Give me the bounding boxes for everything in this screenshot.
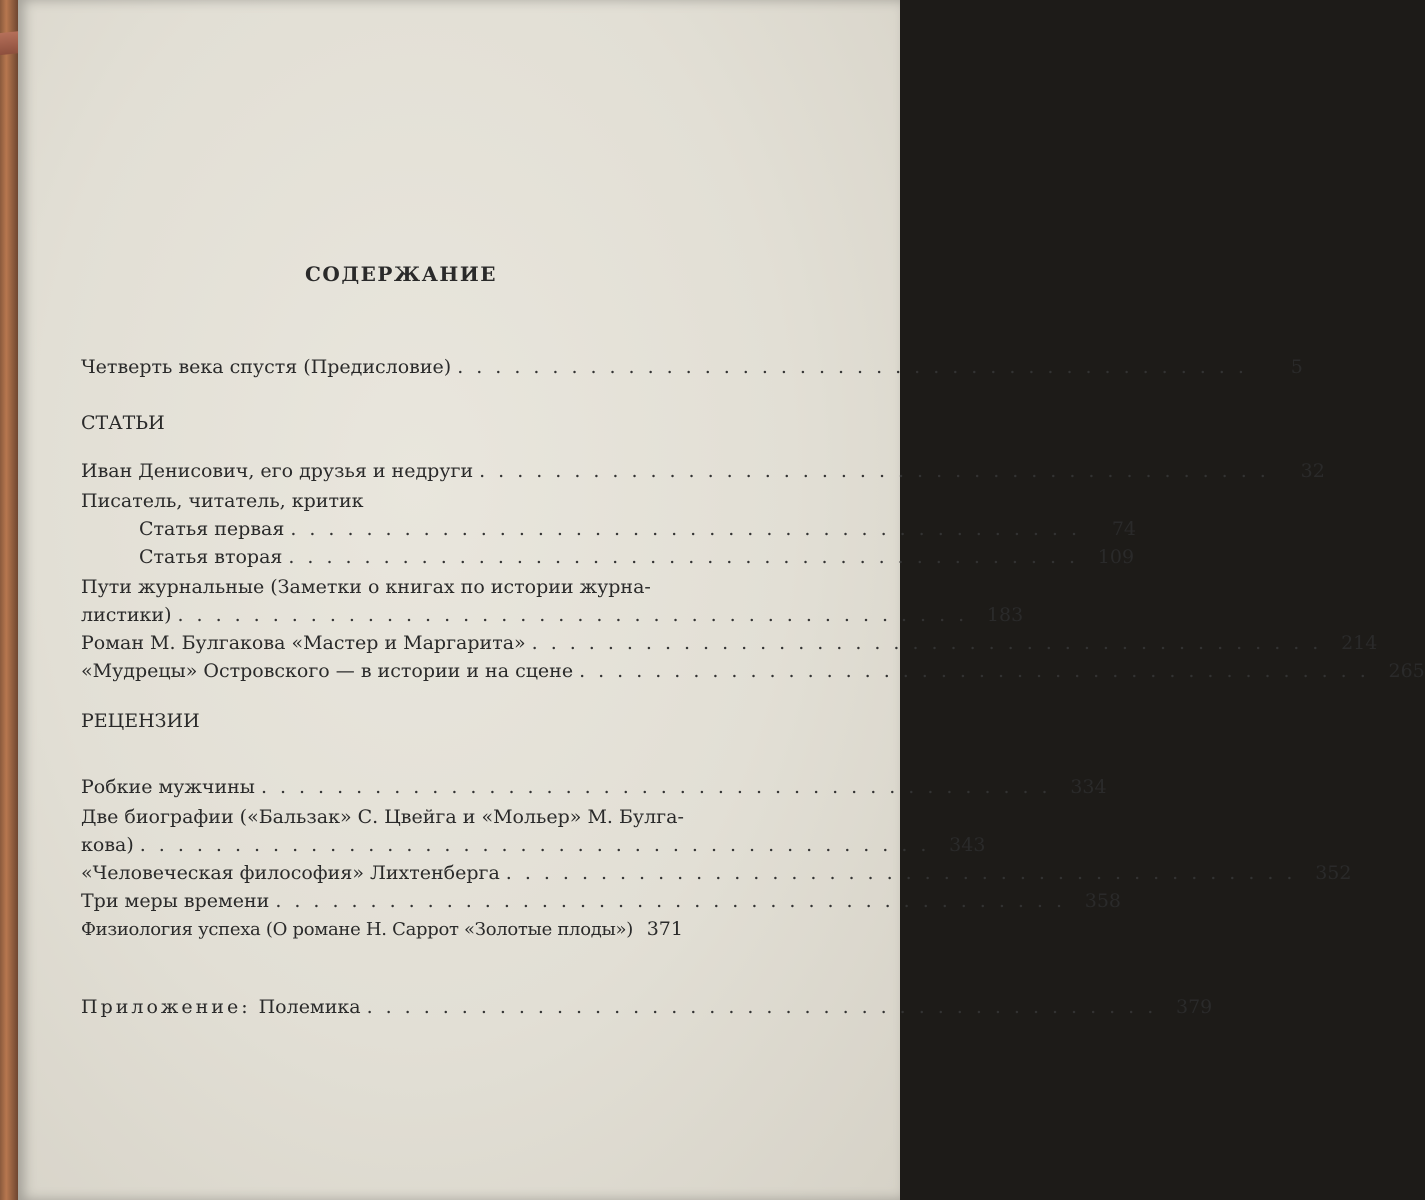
toc-page-number: 358 (1084, 890, 1122, 912)
toc-entry-group: Писатель, читатель, критик (81, 490, 364, 512)
toc-entry-text: Полемика (258, 996, 361, 1018)
leader-dots: .......................................... (531, 632, 1332, 654)
toc-entry (81, 918, 731, 944)
toc-entry-text: Роман М. Булгакова «Мастер и Маргарита» (81, 632, 526, 654)
toc-entry (81, 460, 1325, 486)
toc-page-number: 265 (1388, 660, 1425, 682)
toc-entry (81, 862, 1352, 888)
toc-entry (81, 604, 1024, 630)
toc-entry (81, 890, 1122, 916)
toc-entry-text: Робкие мужчины (81, 776, 255, 798)
toc-page-number: 109 (1097, 546, 1135, 568)
toc-entry-preface (81, 356, 1303, 382)
leader-dots: .......................................... (579, 660, 1379, 682)
leader-dots: .......................................... (290, 518, 1091, 540)
page-title: СОДЕРЖАНИЕ (305, 262, 497, 286)
toc-page-number: 5 (1290, 356, 1303, 378)
leader-dots: .......................................... (260, 776, 1061, 798)
leader-dots: .......................................... (457, 356, 1257, 378)
section-heading-reviews: РЕЦЕНЗИИ (81, 710, 200, 732)
toc-page-number: 352 (1315, 862, 1352, 884)
leader-dots: .......................................... (366, 996, 1167, 1018)
toc-entry-text: кова) (81, 834, 134, 856)
leader-dots: .......................................... (139, 834, 940, 856)
toc-entry (81, 660, 1425, 686)
toc-entry-text: Пути журнальные (Заметки о книгах по истории журна- (81, 576, 651, 598)
table-of-contents (18, 0, 1425, 1200)
toc-page-number: 379 (1175, 996, 1213, 1018)
toc-entry-text: листики) (81, 604, 172, 626)
toc-entry-text: Три меры времени (81, 890, 270, 912)
leader-dots: .......................................... (505, 862, 1306, 884)
toc-entry (81, 632, 1378, 658)
appendix-label: Приложение: (81, 996, 251, 1018)
leader-dots: .......................................... (177, 604, 978, 626)
toc-entry-text: Иван Денисович, его друзья и недруги (81, 460, 474, 482)
leader-dots: .......................................... (288, 546, 1089, 568)
toc-entry (139, 518, 1137, 544)
toc-entry-text: Статья вторая (139, 546, 283, 568)
toc-page-number: 183 (986, 604, 1024, 626)
toc-entry-text: «Мудрецы» Островского — в истории и на сцене (81, 660, 574, 682)
section-heading-articles: СТАТЬИ (81, 412, 165, 434)
leader-dots: .......................................... (479, 460, 1279, 482)
toc-entry-appendix (81, 996, 1213, 1022)
book-cover-edge (0, 0, 18, 1200)
leader-dots: .......................................... (275, 890, 1076, 912)
toc-entry-text: «Человеческая философия» Лихтенберга (81, 862, 500, 884)
book-page (18, 0, 1425, 1200)
toc-entry (81, 776, 1107, 802)
toc-page-number: 32 (1300, 460, 1325, 482)
toc-entry-text: Четверть века спустя (Предисловие) (81, 356, 452, 378)
toc-entry-text: Две биографии («Бальзак» С. Цвейга и «Мольер» М. Булга- (81, 806, 684, 828)
toc-entry-text: Статья первая (139, 518, 285, 540)
toc-entry (139, 546, 1135, 572)
toc-entry (81, 834, 986, 860)
toc-page-number: 74 (1111, 518, 1137, 540)
toc-entry-text: Физиология успеха (О романе Н. Саррот «Золотые плоды») (81, 919, 633, 940)
toc-page-number: 371 (646, 918, 683, 940)
toc-page-number: 334 (1070, 776, 1107, 798)
toc-page-number: 343 (949, 834, 986, 856)
toc-page-number: 214 (1341, 632, 1378, 654)
